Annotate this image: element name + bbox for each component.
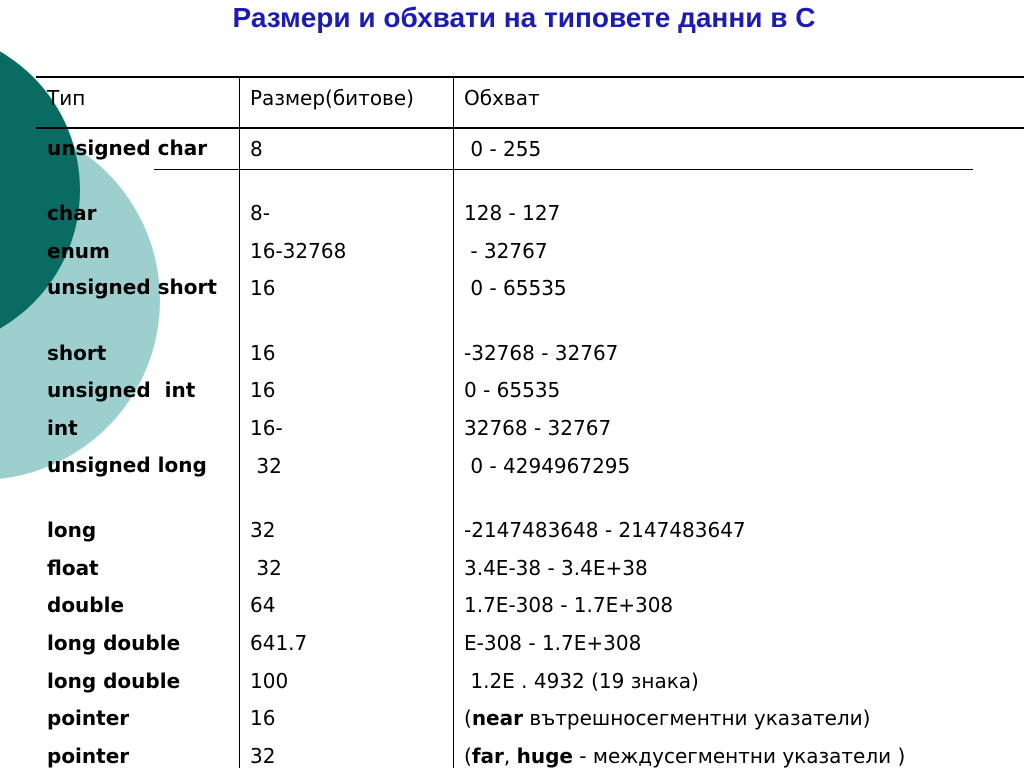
row-range: - 32767: [464, 239, 548, 263]
column-divider-2: [453, 77, 454, 768]
row-range: 0 - 65535: [464, 378, 561, 402]
row-type: double: [47, 593, 125, 617]
row-size: 32: [250, 744, 276, 768]
row-type: long double: [47, 669, 181, 693]
row-size: 32: [250, 454, 282, 478]
row-type: unsigned long: [47, 453, 207, 477]
row-size: 16: [250, 341, 276, 365]
row-type: char: [47, 201, 97, 225]
row-size: 64: [250, 593, 276, 617]
row-size: 32: [250, 518, 276, 542]
row-type: short: [47, 341, 107, 365]
table-top-border: [36, 76, 1024, 78]
row-range: (near вътрешносегментни указатели): [464, 706, 871, 730]
row-range: 3.4E-38 - 3.4E+38: [464, 556, 648, 580]
row-range: -32768 - 32767: [464, 341, 619, 365]
row-range: 0 - 255: [464, 137, 542, 161]
row-range: E-308 - 1.7E+308: [464, 631, 642, 655]
row-size: 32: [250, 556, 282, 580]
row-range: 32768 - 32767: [464, 416, 612, 440]
row-range: 1.2E . 4932 (19 знака): [464, 669, 699, 693]
row-type: float: [47, 556, 99, 580]
slide-title: Размери и обхвати на типовете данни в C: [232, 2, 816, 33]
row-size: 16-: [250, 416, 283, 440]
row-size: 8-: [250, 201, 270, 225]
row-type: long double: [47, 631, 181, 655]
row-size: 16: [250, 276, 276, 300]
row-size: 16: [250, 378, 276, 402]
header-type: Тип: [47, 86, 86, 110]
row-type: pointer: [47, 706, 130, 730]
row-type: unsigned short: [47, 275, 217, 299]
row-type: enum: [47, 239, 110, 263]
row-range: 1.7E-308 - 1.7E+308: [464, 593, 674, 617]
row-type: long: [47, 518, 97, 542]
row-range: 0 - 65535: [464, 276, 567, 300]
row-range: 128 - 127: [464, 201, 561, 225]
row-type: int: [47, 416, 78, 440]
header-size: Размер(битове): [250, 86, 414, 110]
row-range: -2147483648 - 2147483647: [464, 518, 746, 542]
row-size: 16-32768: [250, 239, 347, 263]
row-size: 16: [250, 706, 276, 730]
row-type: unsigned char: [47, 136, 208, 160]
header-range: Обхват: [464, 86, 540, 110]
row-size: 100: [250, 669, 289, 693]
table-row-divider: [154, 169, 973, 170]
row-type: unsigned int: [47, 378, 196, 402]
row-range: (far, huge - междусегментни указатели ): [464, 744, 906, 768]
column-divider-1: [239, 77, 240, 768]
row-size: 641.7: [250, 631, 308, 655]
row-range: 0 - 4294967295: [464, 454, 631, 478]
table-header-border: [36, 127, 1024, 129]
row-size: 8: [250, 137, 263, 161]
row-type: pointer: [47, 744, 130, 768]
